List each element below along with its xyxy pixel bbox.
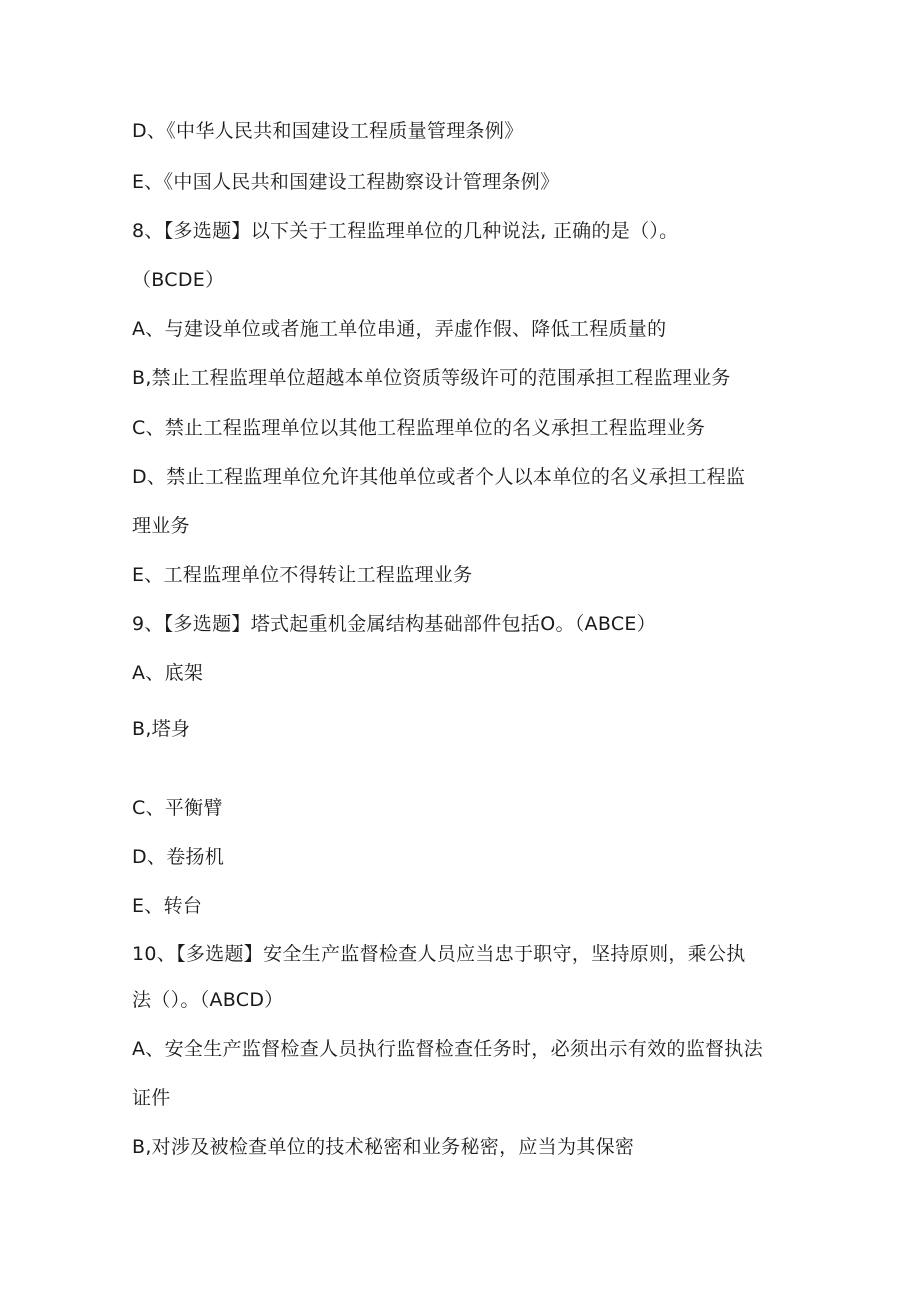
q10-question: 10、【多选题】安全生产监督检查人员应当忠于职守，坚持原则，乘公执	[132, 943, 746, 965]
q9-option-d: D、卷扬机	[132, 846, 225, 868]
q8-option-d: D、禁止工程监理单位允许其他单位或者个人以本单位的名义承担工程监	[132, 466, 746, 488]
q9-option-e: E、转台	[132, 895, 203, 917]
q8-option-d-cont: 理业务	[132, 515, 190, 537]
q10-question-cont: 法（）。（ABCD）	[132, 989, 284, 1011]
q8-option-b: B,禁止工程监理单位超越本单位资质等级许可的范围承担工程监理业务	[132, 367, 731, 389]
q10-option-a: A、安全生产监督检查人员执行监督检查任务时，必须出示有效的监督执法	[132, 1038, 763, 1060]
q10-option-b: B,对涉及被检查单位的技术秘密和业务秘密，应当为其保密	[132, 1136, 635, 1158]
q9-question: 9、【多选题】塔式起重机金属结构基础部件包括O。（ABCE）	[132, 613, 657, 635]
q7-option-e: E、《中国人民共和国建设工程勘察设计管理条例》	[132, 171, 560, 193]
q10-option-a-cont: 证件	[132, 1087, 171, 1109]
q9-option-b: B,塔身	[132, 718, 191, 740]
q8-question: 8、【多选题】以下关于工程监理单位的几种说法, 正确的是（）。	[132, 220, 679, 242]
q8-option-a: A、与建设单位或者施工单位串通，弄虚作假、降低工程质量的	[132, 318, 667, 340]
q7-option-d: D、《中华人民共和国建设工程质量管理条例》	[132, 120, 524, 142]
q8-option-e: E、工程监理单位不得转让工程监理业务	[132, 564, 473, 586]
q8-answer: （BCDE）	[132, 269, 225, 291]
q9-option-c: C、平衡臂	[132, 797, 223, 819]
q9-option-a: A、底架	[132, 662, 204, 684]
q8-option-c: C、禁止工程监理单位以其他工程监理单位的名义承担工程监理业务	[132, 417, 706, 439]
